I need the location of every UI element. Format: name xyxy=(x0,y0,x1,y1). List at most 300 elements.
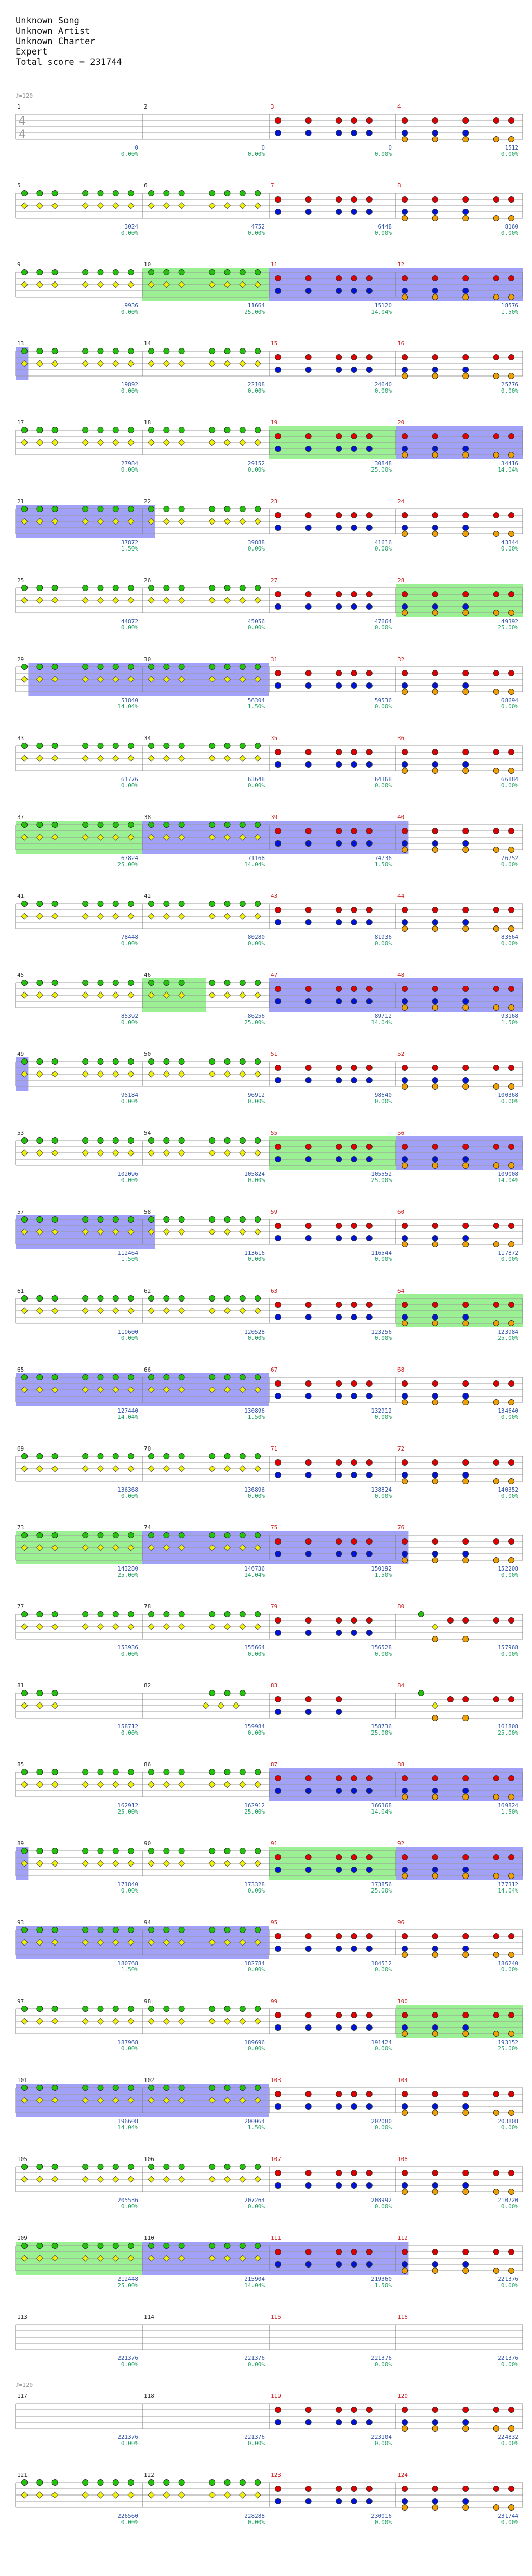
yellow-note xyxy=(209,597,215,603)
blue-note xyxy=(402,604,408,610)
green-note xyxy=(83,1612,88,1617)
red-note xyxy=(275,2486,281,2492)
measure-score: 11664 xyxy=(247,302,265,309)
red-note xyxy=(493,2170,499,2176)
measure-score: 18576 xyxy=(501,302,518,309)
green-note xyxy=(37,1927,43,1933)
orange-note xyxy=(463,1242,469,1247)
red-note xyxy=(432,2407,438,2413)
measure-number: 2 xyxy=(144,103,148,110)
red-note xyxy=(275,749,281,755)
orange-note xyxy=(463,216,469,221)
measure-score: 59536 xyxy=(374,697,392,704)
red-note xyxy=(275,513,281,518)
green-note xyxy=(224,1533,230,1538)
red-note xyxy=(366,513,372,518)
blue-note xyxy=(402,1078,408,1083)
green-note xyxy=(128,2085,134,2091)
yellow-note xyxy=(148,913,154,919)
red-note xyxy=(366,1460,372,1466)
green-note xyxy=(240,743,245,749)
yellow-note xyxy=(36,913,43,919)
green-note xyxy=(149,901,154,907)
yellow-note xyxy=(240,1071,246,1077)
green-note xyxy=(128,1296,134,1302)
measure-percent: 0.00% xyxy=(121,940,138,947)
green-note xyxy=(22,1769,28,1775)
yellow-note xyxy=(128,913,134,919)
green-note xyxy=(113,427,118,433)
yellow-note xyxy=(128,2176,134,2182)
green-note xyxy=(52,2085,58,2091)
blue-note xyxy=(351,1946,357,1952)
orange-note xyxy=(432,610,438,616)
red-note xyxy=(366,1302,372,1308)
red-note xyxy=(432,1223,438,1229)
measure-number: 32 xyxy=(397,656,405,663)
yellow-note xyxy=(36,992,43,998)
blue-note xyxy=(351,762,357,768)
measure-percent: 0.00% xyxy=(247,1335,265,1341)
red-note xyxy=(402,1302,408,1308)
green-note xyxy=(98,1059,103,1065)
green-note xyxy=(37,822,43,828)
blue-note xyxy=(463,2104,469,2110)
green-note xyxy=(224,191,230,196)
blue-note xyxy=(432,288,438,294)
yellow-note xyxy=(209,439,215,446)
blue-note xyxy=(305,999,311,1004)
yellow-note xyxy=(52,281,58,288)
yellow-note xyxy=(36,360,43,367)
staff-row xyxy=(16,1847,523,1880)
measure-score: 177312 xyxy=(498,1881,518,1888)
blue-note xyxy=(336,1709,342,1715)
blue-note xyxy=(463,1867,469,1873)
red-note xyxy=(509,513,514,518)
yellow-note xyxy=(97,755,103,761)
yellow-note xyxy=(52,1860,58,1867)
blue-note xyxy=(351,2104,357,2110)
green-note xyxy=(98,506,103,512)
red-note xyxy=(336,828,342,834)
measure-score: 1512 xyxy=(504,144,518,151)
green-note xyxy=(37,664,43,670)
orange-note xyxy=(402,1794,408,1800)
measure-number: 20 xyxy=(397,419,405,426)
green-note xyxy=(98,901,103,907)
blue-note xyxy=(351,1788,357,1794)
green-note xyxy=(98,191,103,196)
blue-note xyxy=(275,446,281,452)
blue-note xyxy=(432,1551,438,1557)
measure-number: 93 xyxy=(17,1919,24,1926)
measure-percent: 25.00% xyxy=(244,1808,265,1815)
red-note xyxy=(351,2407,357,2413)
blue-note xyxy=(366,2025,372,2031)
green-note xyxy=(209,901,215,907)
yellow-note xyxy=(255,1229,261,1235)
orange-note xyxy=(402,1400,408,1405)
green-note xyxy=(128,1454,134,1459)
orange-note xyxy=(463,2426,469,2432)
yellow-note xyxy=(97,439,103,446)
measure-percent: 0.00% xyxy=(501,1098,518,1105)
red-note xyxy=(351,749,357,755)
measure-percent: 0.00% xyxy=(501,1651,518,1657)
red-note xyxy=(432,749,438,755)
measure-percent: 0.00% xyxy=(501,230,518,236)
yellow-note xyxy=(52,1702,58,1709)
blue-note xyxy=(305,1393,311,1399)
yellow-note xyxy=(36,2018,43,2024)
measure-percent: 25.00% xyxy=(498,1335,518,1341)
yellow-note xyxy=(36,1071,43,1077)
green-note xyxy=(22,1691,28,1696)
orange-note xyxy=(493,1321,499,1326)
green-note xyxy=(149,980,154,986)
yellow-note xyxy=(240,1229,246,1235)
red-note xyxy=(509,670,514,676)
measure-percent: 0.00% xyxy=(501,2361,518,2368)
measure-percent: 25.00% xyxy=(117,2282,138,2289)
measure-number: 83 xyxy=(271,1682,278,1689)
green-note xyxy=(22,1454,28,1459)
orange-note xyxy=(402,689,408,695)
yellow-note xyxy=(209,1860,215,1867)
red-note xyxy=(463,2407,469,2413)
staff-row xyxy=(16,584,523,617)
measure-percent: 25.00% xyxy=(117,1572,138,1578)
red-note xyxy=(351,2091,357,2097)
green-note xyxy=(179,348,184,354)
yellow-note xyxy=(255,1071,261,1077)
blue-note xyxy=(275,1393,281,1399)
measure-percent: 0.00% xyxy=(247,1098,265,1105)
red-note xyxy=(305,2249,311,2255)
green-note xyxy=(179,1138,184,1144)
orange-note xyxy=(463,2189,469,2195)
measure-percent: 14.04% xyxy=(371,1808,392,1815)
blue-note xyxy=(336,762,342,768)
blue-note xyxy=(432,841,438,847)
green-note xyxy=(164,2085,169,2091)
yellow-note xyxy=(255,1860,261,1867)
blue-note xyxy=(336,2025,342,2031)
blue-note xyxy=(305,1709,311,1715)
measure-score: 112464 xyxy=(117,1250,138,1256)
orange-note xyxy=(463,531,469,537)
green-note xyxy=(149,1138,154,1144)
orange-note xyxy=(509,1873,514,1879)
measure-percent: 0.00% xyxy=(121,387,138,394)
measure-number: 15 xyxy=(271,340,278,347)
orange-note xyxy=(432,689,438,695)
green-note xyxy=(37,1296,43,1302)
green-note xyxy=(224,2243,230,2249)
green-note xyxy=(113,980,118,986)
blue-note xyxy=(351,525,357,531)
measure-score: 180768 xyxy=(117,1960,138,1967)
orange-note xyxy=(402,2505,408,2511)
red-note xyxy=(447,1618,453,1624)
red-note xyxy=(402,1065,408,1071)
red-note xyxy=(493,1618,499,1624)
green-note xyxy=(128,1533,134,1538)
measure-score: 6448 xyxy=(378,223,392,230)
yellow-note xyxy=(113,2492,119,2498)
blue-note xyxy=(275,920,281,925)
red-note xyxy=(366,828,372,834)
measure-number: 61 xyxy=(17,1287,24,1294)
blue-note xyxy=(432,1078,438,1083)
red-note xyxy=(432,670,438,676)
red-note xyxy=(493,1302,499,1308)
orange-note xyxy=(493,926,499,932)
green-note xyxy=(52,1612,58,1617)
yellow-note xyxy=(255,1150,261,1156)
blue-note xyxy=(432,446,438,452)
blue-note xyxy=(351,209,357,215)
red-note xyxy=(493,749,499,755)
yellow-note xyxy=(21,597,28,603)
yellow-note xyxy=(148,1781,154,1788)
red-note xyxy=(336,2249,342,2255)
red-note xyxy=(351,828,357,834)
blue-note xyxy=(402,525,408,531)
red-note xyxy=(305,1223,311,1229)
red-note xyxy=(275,118,281,124)
yellow-note xyxy=(128,1308,134,1314)
yellow-note xyxy=(163,2176,169,2182)
blue-note xyxy=(336,1157,342,1162)
orange-note xyxy=(432,1636,438,1642)
green-note xyxy=(98,348,103,354)
green-note xyxy=(83,1217,88,1223)
red-note xyxy=(509,1223,514,1229)
yellow-note xyxy=(82,1860,88,1867)
green-note xyxy=(179,2243,184,2249)
measure-percent: 0.00% xyxy=(374,2519,392,2526)
measure-score: 64368 xyxy=(374,776,392,783)
orange-note xyxy=(432,1400,438,1405)
measure-percent: 0.00% xyxy=(374,2440,392,2447)
measure-score: 200064 xyxy=(244,2118,265,2125)
yellow-note xyxy=(179,1781,185,1788)
blue-note xyxy=(275,2499,281,2504)
measure-score: 30848 xyxy=(374,460,392,467)
red-note xyxy=(305,1697,311,1702)
measure-percent: 0.00% xyxy=(501,1493,518,1499)
blue-note xyxy=(463,762,469,768)
measure-score: 113616 xyxy=(244,1250,265,1256)
blue-note xyxy=(402,1393,408,1399)
blue-note xyxy=(336,2420,342,2425)
green-note xyxy=(128,2164,134,2170)
yellow-note xyxy=(36,203,43,209)
red-note xyxy=(275,1618,281,1624)
green-note xyxy=(224,506,230,512)
measure-number: 100 xyxy=(397,1998,408,2005)
green-note xyxy=(164,1296,169,1302)
red-note xyxy=(275,2249,281,2255)
yellow-note xyxy=(179,518,185,525)
red-note xyxy=(351,1776,357,1781)
red-note xyxy=(366,2407,372,2413)
green-note xyxy=(22,270,28,275)
blue-note xyxy=(336,604,342,610)
red-note xyxy=(305,2486,311,2492)
blue-note xyxy=(275,1630,281,1636)
blue-note xyxy=(275,683,281,689)
red-note xyxy=(366,2486,372,2492)
time-signature-top: 4 xyxy=(19,115,26,128)
measure-number: 76 xyxy=(397,1524,405,1531)
red-note xyxy=(275,355,281,360)
red-note xyxy=(351,2013,357,2018)
measure-number: 6 xyxy=(144,182,148,189)
measure-score: 221376 xyxy=(244,2434,265,2440)
orange-note xyxy=(493,689,499,695)
measure-score: 161808 xyxy=(498,1723,518,1730)
orange-note xyxy=(432,1715,438,1721)
yellow-note xyxy=(148,439,154,446)
red-note xyxy=(432,1776,438,1781)
yellow-note xyxy=(113,1624,119,1630)
measure-percent: 1.50% xyxy=(374,1572,392,1578)
blue-note xyxy=(366,1314,372,1320)
red-note xyxy=(493,1855,499,1860)
measure-number: 38 xyxy=(144,814,151,821)
staff-row xyxy=(16,2242,523,2275)
measure-percent: 14.04% xyxy=(117,703,138,710)
measure-number: 123 xyxy=(271,2472,281,2478)
measure-number: 50 xyxy=(144,1051,151,1057)
red-note xyxy=(366,1934,372,1939)
red-note xyxy=(402,1539,408,1545)
measure-score: 127440 xyxy=(117,1407,138,1414)
red-note xyxy=(351,513,357,518)
measure-score: 202080 xyxy=(371,2118,392,2125)
red-note xyxy=(351,1065,357,1071)
blue-note xyxy=(432,1393,438,1399)
measure-score: 130896 xyxy=(244,1407,265,1414)
blue-note xyxy=(402,920,408,925)
orange-note xyxy=(493,2268,499,2274)
yellow-note xyxy=(218,1702,224,1709)
blue-note xyxy=(305,1078,311,1083)
green-note xyxy=(209,270,215,275)
yellow-note xyxy=(148,597,154,603)
orange-note xyxy=(463,1084,469,1090)
blue-note xyxy=(275,130,281,136)
orange-note xyxy=(432,452,438,458)
green-note xyxy=(255,1533,261,1538)
yellow-note xyxy=(209,1308,215,1314)
green-note xyxy=(149,1375,154,1380)
green-note xyxy=(164,1454,169,1459)
green-note xyxy=(22,1375,28,1380)
red-note xyxy=(463,2013,469,2018)
red-note xyxy=(275,2091,281,2097)
orange-note xyxy=(509,2426,514,2432)
orange-note xyxy=(509,1952,514,1958)
measure-number: 78 xyxy=(144,1603,151,1610)
blue-note xyxy=(275,1867,281,1873)
green-note xyxy=(209,1454,215,1459)
yellow-note xyxy=(148,1624,154,1630)
blue-note xyxy=(432,1314,438,1320)
red-note xyxy=(493,2013,499,2018)
green-note xyxy=(37,901,43,907)
blue-note xyxy=(432,2262,438,2268)
green-note xyxy=(37,2164,43,2170)
red-note xyxy=(432,1065,438,1071)
yellow-note xyxy=(148,1071,154,1077)
red-note xyxy=(275,1934,281,1939)
yellow-note xyxy=(36,755,43,761)
red-note xyxy=(402,828,408,834)
blue-note xyxy=(351,288,357,294)
yellow-note xyxy=(209,518,215,525)
green-note xyxy=(113,191,118,196)
green-note xyxy=(224,1769,230,1775)
measure-percent: 0.00% xyxy=(374,230,392,236)
red-note xyxy=(493,1539,499,1545)
measure-number: 42 xyxy=(144,893,151,900)
measure-percent: 25.00% xyxy=(371,1177,392,1184)
green-note xyxy=(255,1059,261,1065)
blue-note xyxy=(336,920,342,925)
green-note xyxy=(128,191,134,196)
yellow-note xyxy=(224,755,230,761)
blue-note xyxy=(463,2499,469,2504)
measure-number: 12 xyxy=(397,261,405,268)
red-note xyxy=(336,986,342,992)
red-note xyxy=(402,2407,408,2413)
red-note xyxy=(493,1934,499,1939)
orange-note xyxy=(463,1952,469,1958)
orange-note xyxy=(402,1479,408,1484)
total-score: Total score = 231744 xyxy=(16,57,122,68)
red-note xyxy=(305,1381,311,1387)
yellow-note xyxy=(21,1781,28,1788)
red-note xyxy=(432,828,438,834)
green-note xyxy=(22,585,28,591)
orange-note xyxy=(493,847,499,853)
blue-note xyxy=(305,1314,311,1320)
orange-note xyxy=(432,2505,438,2511)
measure-percent: 0.00% xyxy=(247,545,265,552)
measure-number: 49 xyxy=(17,1051,24,1057)
red-note xyxy=(275,1855,281,1860)
green-note xyxy=(240,1454,245,1459)
green-note xyxy=(209,1769,215,1775)
green-note xyxy=(128,1927,134,1933)
blue-note xyxy=(305,367,311,373)
measure-number: 84 xyxy=(397,1682,405,1689)
red-note xyxy=(402,1934,408,1939)
red-note xyxy=(509,1381,514,1387)
orange-note xyxy=(493,1873,499,1879)
measure-percent: 0.00% xyxy=(121,1729,138,1736)
blue-note xyxy=(275,367,281,373)
red-note xyxy=(509,1618,514,1624)
green-note xyxy=(255,1454,261,1459)
green-note xyxy=(255,1848,261,1854)
green-note xyxy=(128,2243,134,2249)
measure-number: 52 xyxy=(397,1051,405,1057)
